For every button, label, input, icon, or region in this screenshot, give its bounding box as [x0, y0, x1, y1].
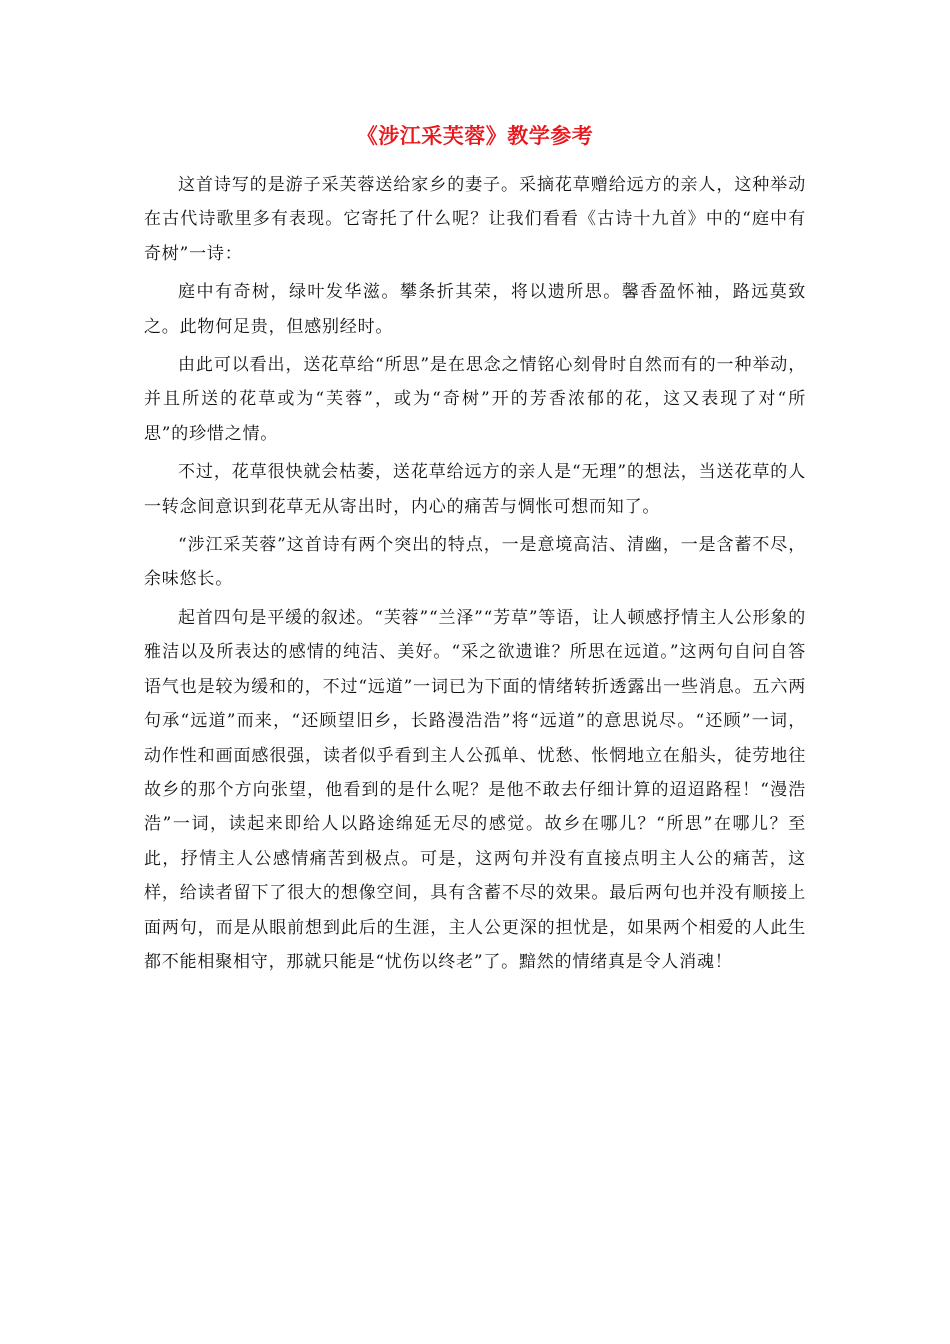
paragraph-features: “涉江采芙蓉”这首诗有两个突出的特点，一是意境高洁、清幽，一是含蓄不尽，余味悠长。: [144, 535, 806, 590]
document-title: 《涉江采芙蓉》教学参考: [356, 123, 594, 148]
document-page: [144, 118, 806, 983]
paragraph-intro: 这首诗写的是游子采芙蓉送给家乡的妻子。采摘花草赠给远方的亲人，这种举动在古代诗歌里多有表现。它寄托了什么呢？让我们看看《古诗十九首》中的“庭中有奇树”一诗：: [144, 175, 806, 264]
paragraph-detailed-analysis: 起首四句是平缓的叙述。“芙蓉”“兰泽”“芳草”等语，让人顿感抒情主人公形象的雅洁以及所表达的感情的纯洁、美好。“采之欲遗谁？所思在远道。”这两句自问自答语气也是较为缓和的，不过“远道”一词已为下面的情绪转折透露出一些消息。五六两句承“远道”而来，“还顾望旧乡，长路漫浩浩”将“远道”的意思说尽。“还顾”一词，动作性和画面感很强，读者似乎看到主人公孤单、忧愁、怅惘地立在船头，徒劳地往故乡的那个方向张望，他看到的是什么呢？是他不敢去仔细计算的迢迢路程！“漫浩浩”一词，读起来即给人以路途绵延无尽的感觉。故乡在哪儿？“所思”在哪儿？至此，抒情主人公感情痛苦到极点。可是，这两句并没有直接点明主人公的痛苦，这样，给读者留下了很大的想像空间，具有含蓄不尽的效果。最后两句也并没有顺接上面两句，而是从眼前想到此后的生涯，主人公更深的担忧是，如果两个相爱的人此生都不能相聚相守，那就只能是“忧伤以终老”了。黯然的情绪真是令人消魂！: [144, 607, 806, 972]
paragraph-analysis-1: 由此可以看出，送花草给“所思”是在思念之情铭心刻骨时自然而有的一种举动，并且所送的花草或为“芙蓉”，或为“奇树”开的芳香浓郁的花，这又表现了对“所思”的珍惜之情。: [144, 355, 806, 444]
paragraph-poem-quote: 庭中有奇树，绿叶发华滋。攀条折其荣，将以遗所思。馨香盈怀袖，路远莫致之。此物何足贵，但感别经时。: [144, 282, 806, 337]
paragraph-analysis-2: 不过，花草很快就会枯萎，送花草给远方的亲人是“无理”的想法，当送花草的人一转念间意识到花草无从寄出时，内心的痛苦与惆怅可想而知了。: [144, 462, 806, 517]
